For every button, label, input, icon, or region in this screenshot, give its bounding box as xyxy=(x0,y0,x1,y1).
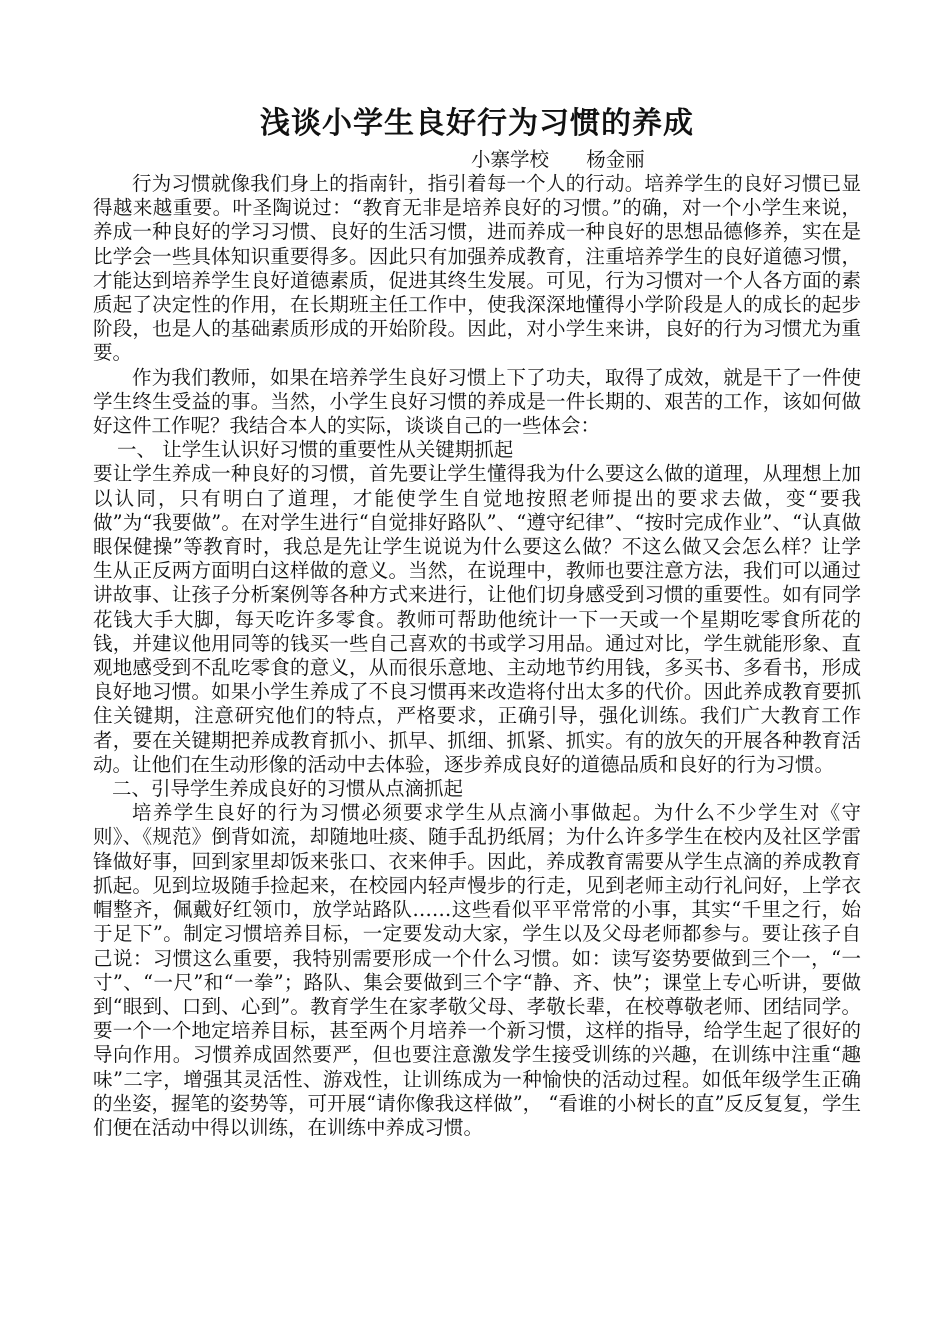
section-heading-1: 一、 让学生认识好习惯的重要性从关键期抓起 xyxy=(117,438,514,462)
paragraph-section-2: 培养学生良好的行为习惯必须要求学生从点滴小事做起。为什么不少学生对《守则》、《规范》倒背如流，却随地吐痰、随手乱扔纸屑；为什么许多学生在校内及社区学雷锋做好事，回到家里却饭来张口、衣来伸手。因此，养成教育需要从学生点滴的养成教育抓起。见到垃圾随手捡起来，在校园内轻声慢步的行走，见到老师主动行礼问好，上学衣帽整齐，佩戴好红领巾，放学站路队……这些看似平平常常的小事，其实“千里之行，始于足下”。制定习惯培养目标，一定要发动大家，学生以及父母老师都参与。要让孩子自己说：习惯这么重要，我特别需要形成一个什么习惯。如：读写姿势要做到三个一，“一寸”、“一尺”和“一拳”；路队、集会要做到三个字“静、齐、快”；课堂上专心听讲，要做到“眼到、口到、心到”。教育学生在家孝敬父母、孝敬长辈，在校尊敬老师、团结同学。要一个一个地定培养目标，甚至两个月培养一个新习惯，这样的指导，给学生起了很好的导向作用。习惯养成固然要严，但也要注意激发学生接受训练的兴趣，在训练中注重“趣味”二字，增强其灵活性、游戏性，让训练成为一种愉快的活动过程。如低年级学生正确的坐姿，握笔的姿势等，可开展“请你像我这样做”， “看谁的小树长的直”反反复复，学生们便在活动中得以训练，在训练中养成习惯。 xyxy=(93,801,861,1139)
document-title: 浅谈小学生良好行为习惯的养成 xyxy=(260,106,694,141)
paragraph-teacher-role: 作为我们教师，如果在培养学生良好习惯上下了功夫，取得了成效，就是干了一件使学生终生受益的事。当然，小学生良好习惯的养成是一件长期的、艰苦的工作，该如何做好这件工作呢？我结合本人的实际，谈谈自己的一些体会： xyxy=(93,365,861,438)
section-heading-2: 二、引导学生养成良好的习惯从点滴抓起 xyxy=(112,777,464,801)
author-byline: 小寨学校 杨金丽 xyxy=(471,148,645,171)
paragraph-section-1: 要让学生养成一种良好的习惯，首先要让学生懂得我为什么要这么做的道理，从理想上加以认同，只有明白了道理，才能使学生自觉地按照老师提出的要求去做，变“要我做”为“我要做”。在对学生进行“自觉排好路队”、“遵守纪律”、“按时完成作业”、“认真做眼保健操”等教育时，我总是先让学生说说为什么要这么做？不这么做又会怎么样？让学生从正反两方面明白这样做的意义。当然，在说理中，教师也要注意方法，我们可以通过讲故事、让孩子分析案例等各种方式来进行，让他们切身感受到习惯的重要性。如有同学花钱大手大脚，每天吃许多零食。教师可帮助他统计一下一天或一个星期吃零食所花的钱，并建议他用同等的钱买一些自己喜欢的书或学习用品。通过对比，学生就能形象、直观地感受到不乱吃零食的意义，从而很乐意地、主动地节约用钱，多买书、多看书，形成良好地习惯。如果小学生养成了不良习惯再来改造将付出太多的代价。因此养成教育要抓住关键期，注意研究他们的特点，严格要求，正确引导，强化训练。我们广大教育工作者，要在关键期把养成教育抓小、抓早、抓细、抓紧、抓实。有的放矢的开展各种教育活动。让他们在生动形像的活动中去体验，逐步养成良好的道德品质和良好的行为习惯。 xyxy=(93,462,861,776)
document-page xyxy=(93,100,861,1140)
paragraph-intro: 行为习惯就像我们身上的指南针，指引着每一个人的行动。培养学生的良好习惯已显得越来越重要。叶圣陶说过：“教育无非是培养良好的习惯。”的确，对一个小学生来说，养成一种良好的学习习惯、良好的生活习惯，进而养成一种良好的思想品德修养，实在是比学会一些具体知识重要得多。因此只有加强养成教育，注重培养学生的良好道德习惯，才能达到培养学生良好道德素质，促进其终生发展。可见，行为习惯对一个人各方面的素质起了决定性的作用，在长期班主任工作中，使我深深地懂得小学阶段是人的成长的起步阶段，也是人的基础素质形成的开始阶段。因此，对小学生来讲，良好的行为习惯尤为重要。 xyxy=(93,172,861,365)
